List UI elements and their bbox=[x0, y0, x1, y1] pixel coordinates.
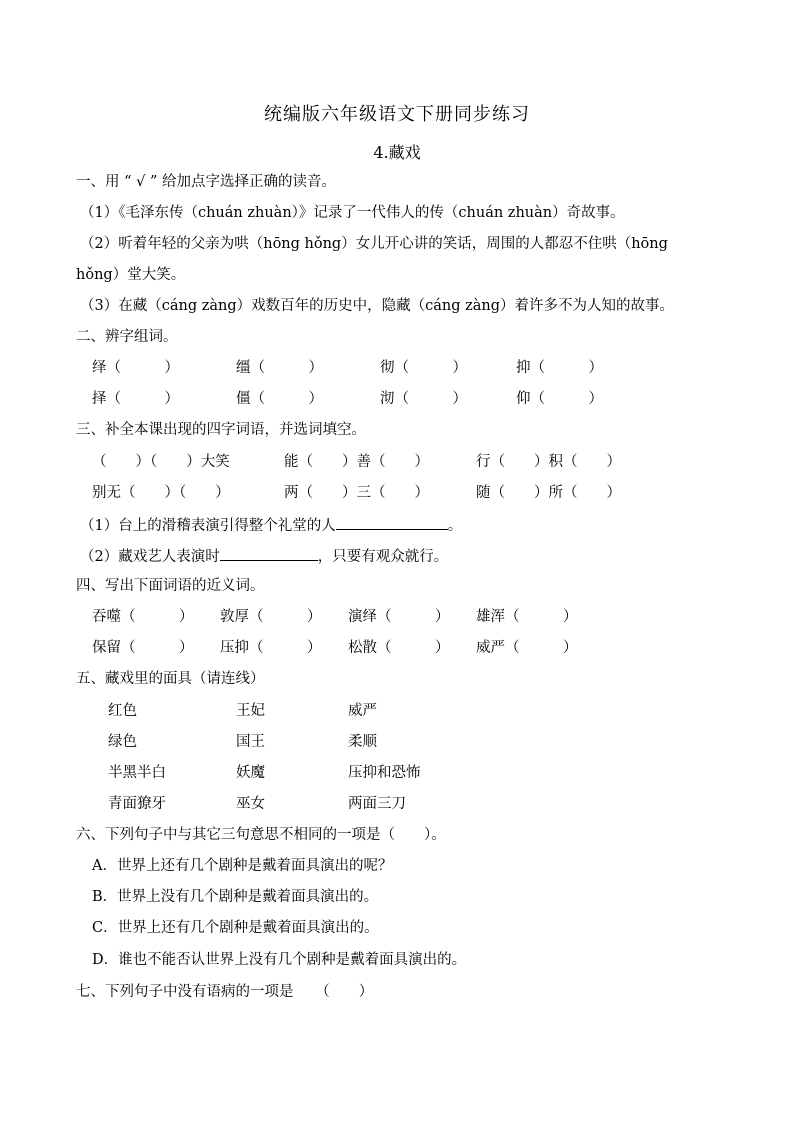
q2-cell: 绎（ ） bbox=[92, 360, 179, 376]
q3-cell: 能（ ）善（ ） bbox=[284, 454, 429, 470]
answer-blank[interactable] bbox=[336, 515, 448, 530]
mask-trait[interactable]: 两面三刀 bbox=[348, 796, 406, 812]
q2-cell: 抑（ ） bbox=[516, 360, 603, 376]
mask-role[interactable]: 王妃 bbox=[236, 703, 265, 719]
q2-cell: 僵（ ） bbox=[236, 391, 323, 407]
q3-sentence-1 bbox=[80, 515, 462, 535]
q4-cell: 压抑（ ） bbox=[220, 640, 322, 656]
q6-option-c[interactable]: C．世界上还有几个剧种是戴着面具演出的。 bbox=[92, 920, 379, 936]
q3-heading: 三、补全本课出现的四字词语，并选词填空。 bbox=[76, 422, 366, 438]
q6-option-d[interactable]: D．谁也不能否认世界上没有几个剧种是戴着面具演出的。 bbox=[92, 952, 467, 968]
q1-item-1: （1）《毛泽东传（chuán zhuàn）》记录了一代伟人的传（chuán zhuàn）奇故事。 bbox=[80, 205, 625, 221]
mask-color[interactable]: 红色 bbox=[108, 703, 137, 719]
mask-trait[interactable]: 威严 bbox=[348, 703, 377, 719]
mask-color[interactable]: 半黑半白 bbox=[108, 765, 166, 781]
q3-s1-end: 。 bbox=[447, 518, 463, 534]
q3-s1-text: （1）台上的滑稽表演引得整个礼堂的人 bbox=[80, 518, 336, 534]
mask-trait[interactable]: 柔顺 bbox=[348, 734, 377, 750]
answer-blank[interactable] bbox=[220, 546, 318, 561]
q3-cell: 随（ ）所（ ） bbox=[476, 485, 621, 501]
q4-cell: 雄浑（ ） bbox=[476, 609, 578, 625]
q3-cell: 两（ ）三（ ） bbox=[284, 485, 429, 501]
page-title: 统编版六年级语文下册同步练习 bbox=[264, 104, 530, 125]
mask-trait[interactable]: 压抑和恐怖 bbox=[348, 765, 421, 781]
q3-cell: 别无（ ）（ ） bbox=[92, 485, 230, 501]
mask-color[interactable]: 绿色 bbox=[108, 734, 137, 750]
q3-cell: 行（ ）积（ ） bbox=[476, 454, 621, 470]
q1-item-2: （2）听着年轻的父亲为哄（hōng hǒng）女儿开心讲的笑话，周围的人都忍不住哄（hōng bbox=[80, 236, 668, 252]
q2-cell: 缰（ ） bbox=[236, 360, 323, 376]
q2-cell: 彻（ ） bbox=[380, 360, 467, 376]
q2-cell: 沏（ ） bbox=[380, 391, 467, 407]
q2-cell: 仰（ ） bbox=[516, 391, 603, 407]
lesson-subtitle: 4.藏戏 bbox=[373, 143, 421, 162]
q7-heading: 七、下列句子中没有语病的一项是 （ ） bbox=[76, 984, 374, 1000]
q3-s2-text: （2）藏戏艺人表演时 bbox=[80, 549, 220, 565]
q4-cell: 威严（ ） bbox=[476, 640, 578, 656]
mask-color[interactable]: 青面獠牙 bbox=[108, 796, 166, 812]
q3-sentence-2 bbox=[80, 546, 448, 566]
q3-cell: （ ）（ ）大笑 bbox=[92, 454, 230, 470]
q4-cell: 保留（ ） bbox=[92, 640, 194, 656]
mask-role[interactable]: 国王 bbox=[236, 734, 265, 750]
q4-heading: 四、写出下面词语的近义词。 bbox=[76, 578, 265, 594]
q1-item-2-cont: hǒng）堂大笑。 bbox=[76, 267, 186, 283]
q6-option-a[interactable]: A．世界上还有几个剧种是戴着面具演出的呢？ bbox=[92, 858, 393, 874]
q6-heading: 六、下列句子中与其它三句意思不相同的一项是（ ）。 bbox=[76, 827, 446, 843]
q1-heading: 一、用 “ √ ” 给加点字选择正确的读音。 bbox=[76, 174, 337, 190]
q2-heading: 二、辨字组词。 bbox=[76, 329, 178, 345]
q6-option-b[interactable]: B．世界上没有几个剧种是戴着面具演出的。 bbox=[92, 889, 379, 905]
q4-cell: 松散（ ） bbox=[348, 640, 450, 656]
q3-s2-end: ，只要有观众就行。 bbox=[317, 549, 449, 565]
q2-cell: 择（ ） bbox=[92, 391, 179, 407]
q5-heading: 五、藏戏里的面具（请连线） bbox=[76, 671, 265, 687]
mask-role[interactable]: 妖魔 bbox=[236, 765, 265, 781]
q4-cell: 演绎（ ） bbox=[348, 609, 450, 625]
q1-item-3: （3）在藏（cáng zàng）戏数百年的历史中，隐藏（cáng zàng）着许多不为人知的故事。 bbox=[80, 298, 675, 314]
q4-cell: 敦厚（ ） bbox=[220, 609, 322, 625]
q4-cell: 吞噬（ ） bbox=[92, 609, 194, 625]
mask-role[interactable]: 巫女 bbox=[236, 796, 265, 812]
